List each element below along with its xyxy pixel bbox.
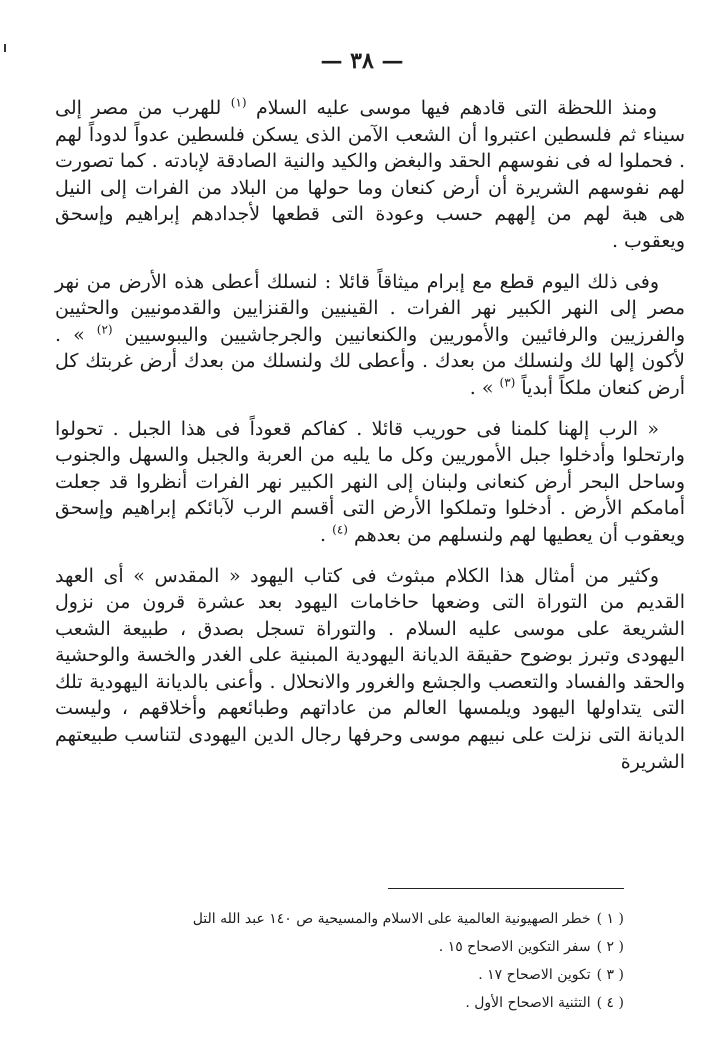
footnote-text: سفر التكوين الاصحاح ١٥ . — [438, 939, 591, 955]
footnote-text: التثنية الاصحاح الأول . — [465, 995, 591, 1011]
footnote-ref-1: (١) — [230, 95, 247, 110]
footnote-ref-2: (٢) — [96, 322, 113, 337]
footnote-divider — [388, 888, 624, 889]
paragraph-1-text-b: للهرب من مصر إلى سيناء ثم فلسطين اعتبروا أن الشعب الآمن الذى يسكن فلسطين عدواً لدوداً لهم . فحملوا له فى نفوسهم الحقد والبغض والكيد والنية الصادقة لإبادته . كما تصورت لهم نفوسهم الشريرة أن أرض كنعان وما حولها من البلاد من الفرات إلى النيل هى هبة لهم من إلههم حسب وعودة التى قطعها لأجدادهم إبراهيم وإسحق ويعقوب . — [55, 97, 685, 252]
footnote-4 — [64, 989, 624, 1017]
paragraph-4-text: وكثير من أمثال هذا الكلام مبثوث فى كتاب اليهود « المقدس » أى العهد القديم من التوراة التى وضعها حاخامات اليهود بعد عشرة قرون من نزول الشريعة على موسى عليه السلام . والتوراة تسجل بصدق ، طبيعة الشعب اليهودى وتبرز بوضوح حقيقة الديانة اليهودية المبنية على الغدر والخسة والوحشية والحقد والفساد والتعصب والجشع والغرور والانحلال . وأعنى بالديانة اليهودية تلك التى يتداولها اليهود ويلمسها العالم من عاداتهم وطبائعهم وأخلاقهم ، وليست الديانة التى نزلت على نبيهم موسى وحرفها رجال الدين اليهودى لتناسب طبيعتهم الشريرة — [55, 564, 685, 773]
paragraph-3-text-b: . — [320, 523, 333, 546]
paragraph-3-text-a: « الرب إلهنا كلمنا فى حوريب قائلا . كفاكم قعوداً فى هذا الجبل . تحولوا وارتحلوا وأدخلوا جبل الأموريين وكل ما يليه من العربة والجبل والسهل والجنوب وساحل البحر أرض كنعانى ولبنان إلى النهر الكبير نهر الفرات أنظروا قد جعلت أمامكم الأرض . أدخلوا وتملكوا الأرض التى أقسم الرب لآبائكم إبراهيم وإسحق ويعقوب أن يعطيها لهم ولنسلهم من بعدهم — [55, 417, 685, 546]
body-text — [55, 95, 685, 789]
paragraph-2-text-c: » . — [469, 376, 500, 399]
footnote-number: ( ٢ ) — [596, 939, 624, 955]
paragraph-1 — [55, 95, 685, 255]
footnote-3 — [64, 961, 624, 989]
footnote-text: خطر الصهيونية العالمية على الاسلام والمسيحية ص ١٤٠ عبد الله التل — [192, 911, 591, 927]
footnote-1 — [64, 905, 624, 933]
footnotes — [64, 905, 624, 1017]
page-number: — ٣٨ — — [320, 48, 404, 74]
footnote-ref-3: (٣) — [499, 375, 516, 390]
paragraph-3 — [55, 416, 685, 549]
paragraph-4 — [55, 563, 685, 776]
footnote-2 — [64, 933, 624, 961]
footnote-number: ( ٤ ) — [596, 995, 624, 1011]
footnote-number: ( ١ ) — [596, 911, 624, 927]
footnote-ref-4: (٤) — [332, 522, 348, 537]
paragraph-2-text-a: وفى ذلك اليوم قطع مع إبرام ميثاقاً قائلا : لنسلك أعطى هذه الأرض من نهر مصر إلى النهر الكبير نهر الفرات . القينيين والقنزايين والقدمونيين والحثيين والفرزيين والرفائيين والأموريين والكنعانيين والجرجاشيين واليبوسيين — [55, 270, 686, 346]
paragraph-2 — [55, 269, 685, 402]
footnote-number: ( ٣ ) — [596, 967, 624, 983]
paragraph-1-text-a: ومنذ اللحظة التى قادهم فيها موسى عليه السلام — [246, 97, 657, 119]
footnote-text: تكوين الاصحاح ١٧ . — [478, 967, 591, 983]
paragraph-2-text-b: » . لأكون إلها لك ولنسلك من بعدك . وأعطى لك ولنسلك من بعدك أرض غربتك كل أرض كنعان ملكاً أبدياً — [55, 323, 685, 399]
